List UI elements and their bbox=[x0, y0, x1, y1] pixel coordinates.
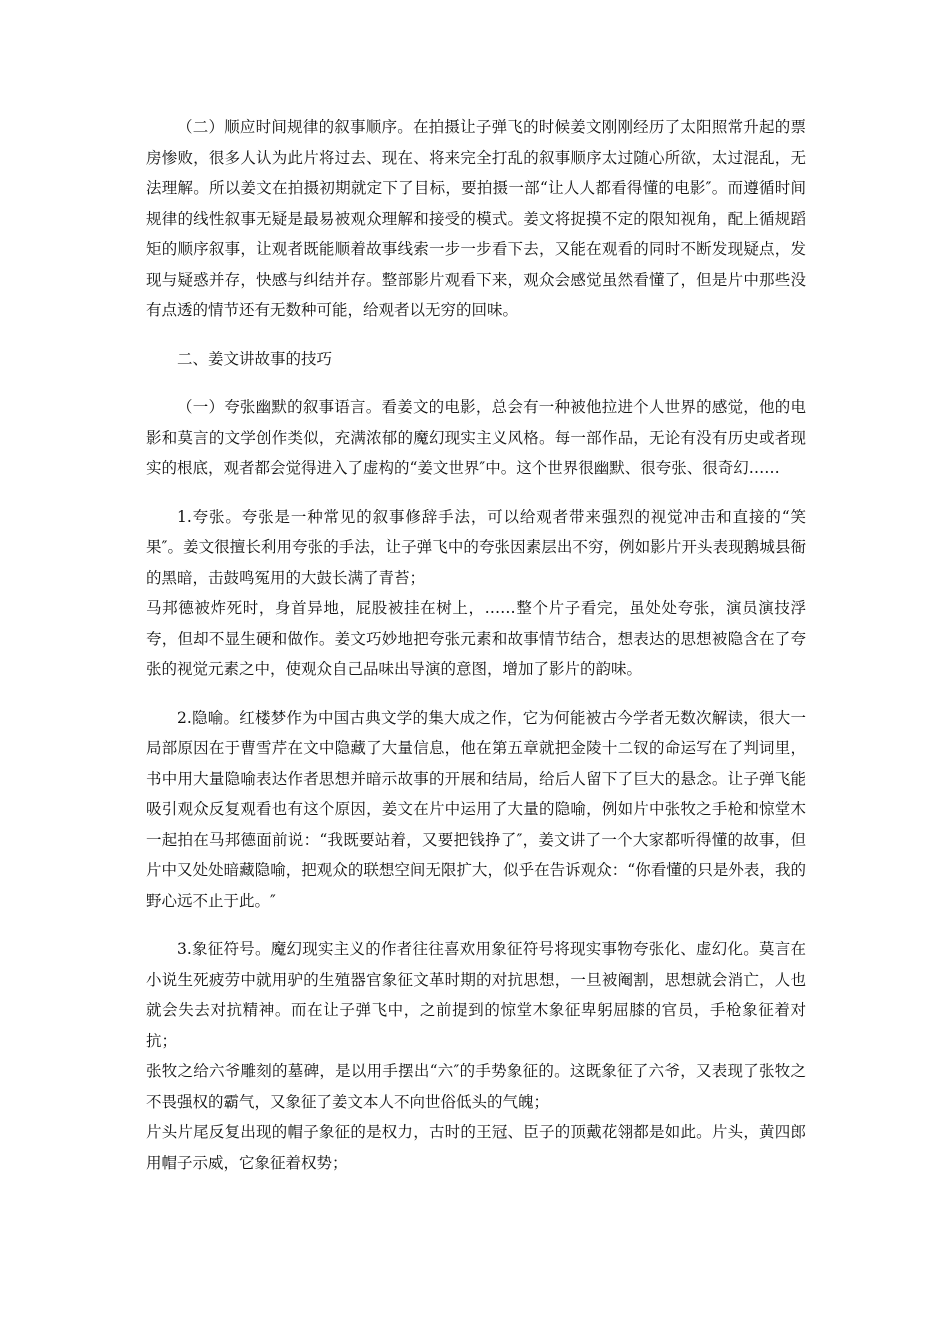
paragraph-symbols-monument: 张牧之给六爷雕刻的墓碑，是以用手摆出“六″的手势象征的。这既象征了六爷，又表现了张牧之不畏强权的霸气，又象征了姜文本人不向世俗低头的气魄； bbox=[146, 1062, 806, 1111]
section-heading-storytelling-skills: 二、姜文讲故事的技巧 bbox=[177, 349, 333, 368]
paragraph-narrative-order: （二）顺应时间规律的叙事顺序。在拍摄让子弹飞的时候姜文刚刚经历了太阳照常升起的票房惨败，很多人认为此片将过去、现在、将来完全打乱的叙事顺序太过随心所欲，太过混乱，无法理解。所以姜文在拍摄初期就定下了目标，要拍摄一部“让人人都看得懂的电影″。而遵循时间规律的线性叙事无疑是最易被观众理解和接受的模式。姜文将捉摸不定的限知视角，配上循规蹈矩的顺序叙事，让观者既能顺着故事线索一步一步看下去，又能在观看的同时不断发现疑点，发现与疑惑并存，快感与纠结并存。整部影片观看下来，观众会感觉虽然看懂了，但是片中那些没有点透的情节还有无数种可能，给观者以无穷的回味。 bbox=[146, 118, 806, 319]
paragraph-exaggeration: 1.夸张。夸张是一种常见的叙事修辞手法，可以给观者带来强烈的视觉冲击和直接的“笑果″。姜文很擅长利用夸张的手法，让子弹飞中的夸张因素层出不穷，例如影片开头表现鹅城县衙的黑暗，击鼓鸣冤用的大鼓长满了青苔； bbox=[146, 507, 806, 587]
paragraph-symbols: 3.象征符号。魔幻现实主义的作者往往喜欢用象征符号将现实事物夸张化、虚幻化。莫言在小说生死疲劳中就用驴的生殖器官象征文革时期的对抗思想，一旦被阉割，思想就会消亡，人也就会失去对抗精神。而在让子弹飞中，之前提到的惊堂木象征卑躬屈膝的官员，手枪象征着对抗； bbox=[146, 940, 806, 1050]
document-page bbox=[146, 112, 806, 1178]
paragraph-metaphor: 2.隐喻。红楼梦作为中国古典文学的集大成之作，它为何能被古今学者无数次解读，很大一局部原因在于曹雪芹在文中隐藏了大量信息，他在第五章就把金陵十二钗的命运写在了判词里，书中用大量隐喻表达作者思想并暗示故事的开展和结局，给后人留下了巨大的悬念。让子弹飞能吸引观众反复观看也有这个原因，姜文在片中运用了大量的隐喻，例如片中张牧之手枪和惊堂木一起拍在马邦德面前说：“我既要站着，又要把钱挣了″，姜文讲了一个大家都听得懂的故事，但片中又处处暗藏隐喻，把观众的联想空间无限扩大，似乎在告诉观众：“你看懂的只是外表，我的野心远不止于此。″ bbox=[146, 708, 806, 910]
paragraph-exaggeration-continued: 马邦德被炸死时，身首异地，屁股被挂在树上，……整个片子看完，虽处处夸张，演员演技浮夸，但却不显生硬和做作。姜文巧妙地把夸张元素和故事情节结合，想表达的思想被隐含在了夸张的视觉元素之中，使观众自己品味出导演的意图，增加了影片的韵味。 bbox=[146, 599, 806, 678]
paragraph-symbols-hat: 片头片尾反复出现的帽子象征的是权力，古时的王冠、臣子的顶戴花翎都是如此。片头，黄四郎用帽子示威，它象征着权势； bbox=[146, 1123, 806, 1172]
paragraph-exaggerated-humor: （一）夸张幽默的叙事语言。看姜文的电影，总会有一种被他拉进个人世界的感觉，他的电影和莫言的文学创作类似，充满浓郁的魔幻现实主义风格。每一部作品，无论有没有历史或者现实的根底，观者都会觉得进入了虚构的“姜文世界″中。这个世界很幽默、很夸张、很奇幻…… bbox=[146, 398, 806, 477]
